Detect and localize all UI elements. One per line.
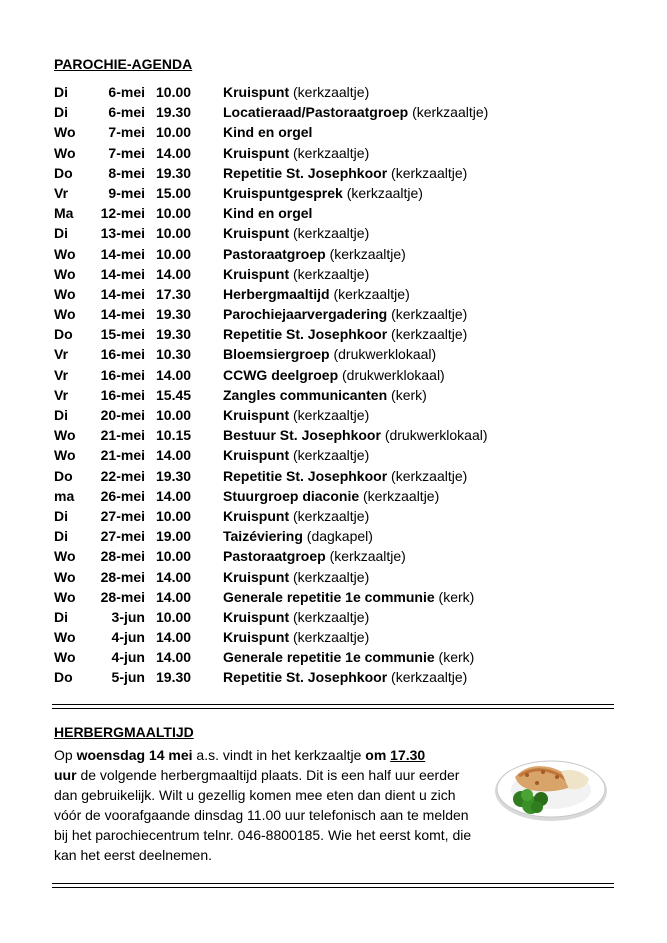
agenda-event: Pastoraatgroep: [223, 245, 326, 262]
agenda-date: 13-mei: [100, 225, 145, 242]
agenda-event: Zangles communicanten: [223, 386, 388, 403]
agenda-time: 19.30: [156, 669, 192, 686]
agenda-date: 28-mei: [100, 548, 145, 565]
agenda-time: 10.00: [156, 205, 192, 222]
agenda-location: (kerk): [391, 386, 427, 403]
agenda-description: [223, 223, 369, 243]
agenda-date: 5-jun: [111, 669, 145, 686]
meal-plate-icon: [493, 747, 609, 827]
agenda-description: [223, 647, 474, 667]
agenda-date: 3-jun: [111, 608, 145, 625]
agenda-location: (kerkzaaltje): [293, 407, 370, 423]
agenda-time: 19.30: [156, 104, 192, 121]
agenda-description: [223, 183, 423, 203]
agenda-row: [54, 385, 634, 405]
agenda-event: Parochiejaarvergadering: [223, 306, 388, 323]
paragraph-bold-date: woensdag 14 mei: [76, 747, 193, 763]
agenda-row: [54, 466, 634, 486]
agenda-location: (kerkzaaltje): [293, 629, 370, 646]
agenda-event: Kruispunt: [223, 507, 290, 524]
agenda-event: Repetitie St. Josephkoor: [223, 326, 388, 343]
agenda-time: 19.30: [156, 306, 192, 323]
agenda-row: [54, 163, 634, 183]
agenda-row: [54, 506, 634, 526]
agenda-description: [223, 587, 474, 607]
agenda-time: 10.15: [156, 427, 192, 444]
agenda-event: Bloemsiergroep: [223, 346, 330, 363]
agenda-row: [54, 324, 634, 344]
agenda-description: [223, 143, 369, 163]
agenda-row: [54, 405, 634, 425]
agenda-time: 19.30: [156, 467, 192, 484]
agenda-row: [54, 546, 634, 566]
agenda-date: 8-mei: [108, 164, 145, 181]
agenda-date: 16-mei: [100, 386, 145, 403]
agenda-row: [54, 365, 634, 385]
agenda-location: (kerkzaaltje): [412, 104, 489, 121]
agenda-location: (kerkzaaltje): [329, 548, 406, 565]
agenda-day: Di: [54, 104, 68, 121]
agenda-day: Wo: [54, 447, 76, 464]
agenda-day: Wo: [54, 306, 76, 323]
agenda-row: [54, 203, 634, 223]
paragraph-text: a.s. vindt in het kerkzaaltje: [192, 747, 366, 763]
agenda-day: Do: [54, 164, 73, 181]
agenda-day: Wo: [54, 629, 76, 646]
agenda-row: [54, 82, 634, 102]
agenda-day: Di: [54, 608, 68, 625]
agenda-row: [54, 425, 634, 445]
agenda-date: 6-mei: [108, 84, 145, 100]
agenda-day: Wo: [54, 144, 76, 161]
agenda-event: Kruispunt: [223, 225, 290, 242]
agenda-day: Do: [54, 326, 73, 343]
agenda-date: 28-mei: [100, 568, 145, 585]
agenda-description: [223, 365, 445, 385]
agenda-date: 26-mei: [100, 487, 145, 504]
herberg-section: [54, 722, 619, 865]
agenda-day: Di: [54, 84, 68, 100]
agenda-description: [223, 264, 369, 284]
agenda-event: Kruispunt: [223, 407, 290, 423]
agenda-description: [223, 627, 369, 647]
agenda-event: Kruispunt: [223, 144, 290, 161]
agenda-row: [54, 486, 634, 506]
agenda-location: (drukwerklokaal): [333, 346, 437, 363]
agenda-location: (kerkzaaltje): [363, 487, 440, 504]
agenda-description: [223, 203, 312, 223]
agenda-date: 9-mei: [108, 184, 145, 201]
agenda-row: [54, 143, 634, 163]
agenda-description: [223, 385, 427, 405]
agenda-time: 14.00: [156, 487, 192, 504]
agenda-row: [54, 647, 634, 667]
agenda-event: Taizéviering: [223, 528, 303, 545]
agenda-date: 21-mei: [100, 427, 145, 444]
agenda-day: Di: [54, 528, 68, 545]
agenda-date: 16-mei: [100, 346, 145, 363]
agenda-time: 14.00: [156, 447, 192, 464]
agenda-date: 15-mei: [100, 326, 145, 343]
divider: [52, 887, 614, 888]
agenda-date: 4-jun: [111, 629, 145, 646]
agenda-row: [54, 627, 634, 647]
agenda-description: [223, 405, 369, 425]
agenda-event: Stuurgroep diaconie: [223, 487, 360, 504]
agenda-day: Do: [54, 467, 73, 484]
agenda-date: 16-mei: [100, 366, 145, 383]
agenda-event: Repetitie St. Josephkoor: [223, 164, 388, 181]
agenda-location: (kerkzaaltje): [293, 265, 370, 282]
divider: [52, 883, 614, 884]
agenda-location: (kerkzaaltje): [293, 447, 370, 464]
agenda-event: Herbergmaaltijd: [223, 285, 330, 302]
agenda-event: Kruispunt: [223, 608, 290, 625]
agenda-row: [54, 244, 634, 264]
agenda-table: [54, 82, 634, 688]
agenda-row: [54, 264, 634, 284]
agenda-day: Do: [54, 669, 73, 686]
agenda-location: (kerkzaaltje): [293, 608, 370, 625]
agenda-row: [54, 607, 634, 627]
agenda-location: (kerkzaaltje): [293, 144, 370, 161]
agenda-date: 20-mei: [100, 407, 145, 423]
agenda-date: 14-mei: [100, 265, 145, 282]
agenda-row: [54, 667, 634, 687]
agenda-time: 19.00: [156, 528, 192, 545]
agenda-event: Kruispunt: [223, 447, 290, 464]
agenda-event: Pastoraatgroep: [223, 548, 326, 565]
agenda-description: [223, 607, 369, 627]
paragraph-text: de volgende herbergmaaltijd plaats. Dit is een half uur eerder dan gebruikelijk. Wilt u gezellig komen mee eten dan dient u zich vóór de voorafgaande dinsdag 11.00 uur telefonisch aan te melden bij het parochiecentrum telnr. 046-8800185. Wie het eerst komt, die kan het eerst deelnemen.: [54, 767, 472, 863]
agenda-day: Wo: [54, 285, 76, 302]
agenda-date: 6-mei: [108, 104, 145, 121]
agenda-row: [54, 445, 634, 465]
agenda-day: Vr: [54, 366, 69, 383]
agenda-date: 7-mei: [108, 124, 145, 141]
agenda-time: 10.00: [156, 548, 192, 565]
agenda-row: [54, 122, 634, 142]
agenda-row: [54, 284, 634, 304]
agenda-date: 7-mei: [108, 144, 145, 161]
agenda-row: [54, 526, 634, 546]
agenda-time: 14.00: [156, 588, 192, 605]
agenda-day: Di: [54, 225, 68, 242]
agenda-location: (kerkzaaltje): [329, 245, 406, 262]
agenda-event: Kruispunt: [223, 568, 290, 585]
agenda-date: 27-mei: [100, 528, 145, 545]
agenda-event: Locatieraad/Pastoraatgroep: [223, 104, 409, 121]
agenda-time: 15.00: [156, 184, 192, 201]
agenda-date: 28-mei: [100, 588, 145, 605]
agenda-event: Kruispuntgesprek: [223, 184, 343, 201]
agenda-day: ma: [54, 487, 75, 504]
agenda-location: (drukwerklokaal): [384, 427, 488, 444]
agenda-day: Wo: [54, 548, 76, 565]
agenda-event: Generale repetitie 1e communie: [223, 649, 435, 666]
agenda-time: 17.30: [156, 285, 192, 302]
agenda-time: 19.30: [156, 164, 192, 181]
agenda-day: Vr: [54, 386, 69, 403]
agenda-event: Repetitie St. Josephkoor: [223, 669, 388, 686]
agenda-time: 14.00: [156, 265, 192, 282]
agenda-description: [223, 546, 406, 566]
agenda-day: Wo: [54, 427, 76, 444]
agenda-location: (kerkzaaltje): [346, 184, 423, 201]
agenda-location: (kerkzaaltje): [293, 84, 370, 100]
agenda-day: Ma: [54, 205, 74, 222]
agenda-event: Kruispunt: [223, 84, 290, 100]
agenda-time: 10.00: [156, 225, 192, 242]
agenda-description: [223, 425, 488, 445]
agenda-title: PAROCHIE-AGENDA: [54, 56, 193, 72]
agenda-description: [223, 344, 436, 364]
agenda-day: Vr: [54, 184, 69, 201]
agenda-location: (kerk): [438, 649, 475, 666]
agenda-description: [223, 304, 467, 324]
agenda-date: 22-mei: [100, 467, 145, 484]
agenda-row: [54, 102, 634, 122]
agenda-event: Bestuur St. Josephkoor: [223, 427, 381, 444]
agenda-description: [223, 122, 312, 142]
agenda-event: Kind en orgel: [223, 124, 313, 141]
agenda-time: 10.00: [156, 507, 192, 524]
agenda-description: [223, 506, 369, 526]
agenda-time: 19.30: [156, 326, 192, 343]
agenda-description: [223, 82, 369, 102]
paragraph-text: Op: [54, 747, 77, 763]
agenda-event: Kruispunt: [223, 265, 290, 282]
agenda-date: 14-mei: [100, 245, 145, 262]
agenda-row: [54, 344, 634, 364]
agenda-description: [223, 244, 406, 264]
agenda-date: 14-mei: [100, 306, 145, 323]
agenda-day: Wo: [54, 124, 76, 141]
agenda-location: (kerkzaaltje): [391, 669, 468, 686]
agenda-event: Kruispunt: [223, 629, 290, 646]
agenda-location: (kerkzaaltje): [391, 306, 468, 323]
agenda-date: 4-jun: [111, 649, 145, 666]
agenda-location: (drukwerklokaal): [342, 366, 445, 383]
agenda-description: [223, 445, 369, 465]
agenda-description: [223, 102, 488, 122]
agenda-day: Vr: [54, 346, 69, 363]
agenda-time: 14.00: [156, 568, 192, 585]
agenda-location: (kerkzaaltje): [293, 507, 370, 524]
agenda-location: (kerk): [438, 588, 475, 605]
agenda-time: 15.45: [156, 386, 192, 403]
agenda-date: 12-mei: [100, 205, 145, 222]
agenda-row: [54, 223, 634, 243]
agenda-day: Wo: [54, 568, 76, 585]
agenda-date: 14-mei: [100, 285, 145, 302]
agenda-day: Wo: [54, 588, 76, 605]
agenda-day: Wo: [54, 649, 76, 666]
agenda-time: 14.00: [156, 629, 192, 646]
agenda-row: [54, 587, 634, 607]
agenda-row: [54, 567, 634, 587]
agenda-location: (kerkzaaltje): [333, 285, 410, 302]
agenda-day: Di: [54, 407, 68, 423]
agenda-location: (kerkzaaltje): [391, 467, 468, 484]
agenda-event: Kind en orgel: [223, 205, 313, 222]
agenda-location: (kerkzaaltje): [391, 164, 468, 181]
agenda-description: [223, 466, 467, 486]
agenda-row: [54, 304, 634, 324]
agenda-description: [223, 567, 369, 587]
agenda-time: 10.00: [156, 608, 192, 625]
agenda-description: [223, 667, 467, 687]
paragraph-bold-time: om: [365, 747, 391, 763]
divider: [52, 708, 614, 709]
agenda-day: Wo: [54, 245, 76, 262]
divider: [52, 704, 614, 705]
agenda-time: 10.00: [156, 245, 192, 262]
herberg-paragraph: [54, 745, 619, 865]
agenda-day: Wo: [54, 265, 76, 282]
agenda-location: (kerkzaaltje): [391, 326, 468, 343]
agenda-date: 27-mei: [100, 507, 145, 524]
agenda-time: 10.00: [156, 84, 192, 100]
agenda-event: Repetitie St. Josephkoor: [223, 467, 388, 484]
agenda-time: 10.00: [156, 124, 192, 141]
herberg-title: HERBERGMAALTIJD: [54, 724, 194, 740]
agenda-time: 10.30: [156, 346, 192, 363]
agenda-location: (kerkzaaltje): [293, 225, 370, 242]
agenda-location: (kerkzaaltje): [293, 568, 370, 585]
agenda-description: [223, 486, 439, 506]
paragraph-bold-time: 17.30: [390, 747, 426, 763]
agenda-day: Di: [54, 507, 68, 524]
agenda-time: 14.00: [156, 144, 192, 161]
agenda-time: 14.00: [156, 366, 192, 383]
agenda-description: [223, 526, 373, 546]
agenda-description: [223, 324, 467, 344]
agenda-time: 10.00: [156, 407, 192, 423]
agenda-description: [223, 163, 467, 183]
agenda-description: [223, 284, 410, 304]
paragraph-bold-time: uur: [54, 767, 77, 783]
agenda-date: 21-mei: [100, 447, 145, 464]
agenda-event: Generale repetitie 1e communie: [223, 588, 435, 605]
agenda-event: CCWG deelgroep: [223, 366, 339, 383]
agenda-location: (dagkapel): [306, 528, 373, 545]
agenda-time: 14.00: [156, 649, 192, 666]
agenda-row: [54, 183, 634, 203]
